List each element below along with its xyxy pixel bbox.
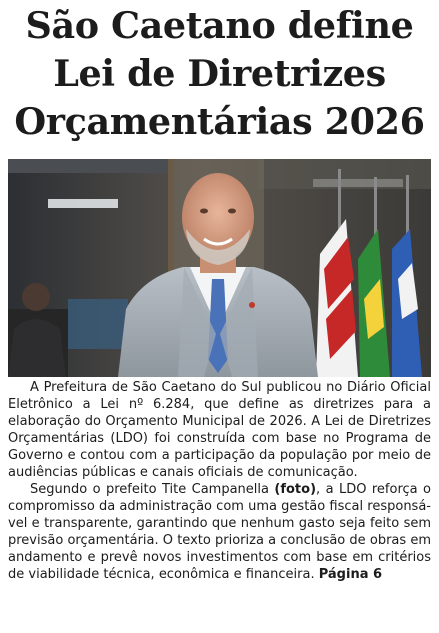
paragraph-2-text-after: , a LDO reforça o compromisso da administração com uma gestão fiscal responsável e transparente, garantindo que nenhum gasto seja feito sem previsão orçamentária. O texto prioriza a conclusão de obras em andamento e prevê novos investimentos com base em critérios de viabilidade técnica, econômica e financeira. (8, 482, 431, 582)
page-reference: Página 6 (318, 567, 383, 582)
headline-line-1: São Caetano define (25, 4, 414, 47)
article-paragraph-2 (8, 481, 431, 583)
headline-line-3: Orçamentárias 2026 (14, 100, 425, 143)
mayor-photo (8, 159, 431, 377)
article-body (8, 379, 431, 583)
article-paragraph-1: A Prefeitura de São Caetano do Sul publicou no Diário Oficial Eletrônico a Lei nº 6.284, que define as diretrizes para a elaboração do Orçamento Municipal de 2026. A Lei de Diretrizes Orçamentárias (LDO) foi construída com base no Programa de Governo e contou com a participação da população por meio de audiências públicas e canais oficiais de comunicação. (8, 380, 431, 480)
photo-reference: (foto) (274, 482, 317, 497)
headline (0, 0, 439, 146)
headline-line-2: Lei de Diretrizes (53, 52, 386, 95)
paragraph-2-text-before: Segundo o prefeito Tite Campanella (30, 482, 275, 497)
photo-portrait-icon (8, 159, 431, 377)
